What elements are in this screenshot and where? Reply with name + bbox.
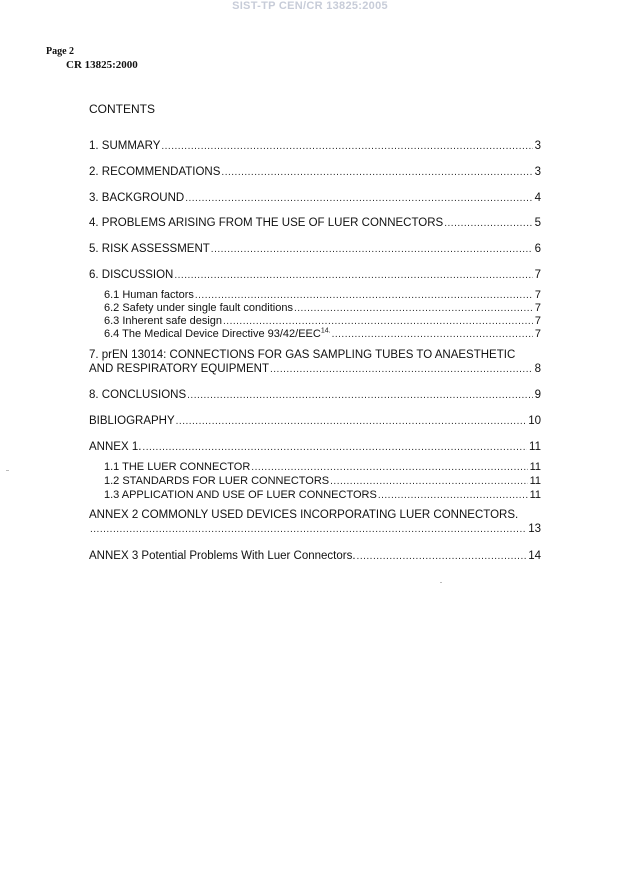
toc-entry-title: 4. PROBLEMS ARISING FROM THE USE OF LUER CONNECTORS: [89, 217, 444, 229]
toc-entry-page: 3: [534, 166, 541, 178]
leader-dots: [332, 328, 533, 342]
toc-entry-background[interactable]: [89, 191, 541, 206]
toc-entry-pren-13014-line1[interactable]: 7. prEN 13014: CONNECTIONS FOR GAS SAMPLING TUBES TO ANAESTHETIC: [89, 349, 516, 361]
toc-entry-annex-2-line1[interactable]: ANNEX 2 COMMONLY USED DEVICES INCORPORATING LUER CONNECTORS.: [89, 509, 519, 521]
toc-entry-title: 6.2 Safety under single fault conditions: [104, 302, 293, 314]
leader-dots: [187, 389, 532, 403]
toc-entry-risk-assessment[interactable]: [89, 242, 541, 257]
page-number: Page 2: [46, 46, 75, 57]
toc-entry-page: 7: [534, 302, 541, 314]
toc-entry-conclusions[interactable]: [89, 388, 541, 403]
scan-speck: [6, 470, 9, 471]
toc-entry-title: BIBLIOGRAPHY: [89, 415, 175, 427]
toc-entry-recommendations[interactable]: [89, 165, 541, 180]
scan-speck: [440, 582, 442, 583]
leader-dots: [444, 217, 532, 231]
leader-dots: [378, 489, 528, 503]
toc-entry-title: ANNEX 1.: [89, 441, 142, 453]
toc-entry-page: 7: [534, 289, 541, 301]
toc-entry-page: 11: [529, 441, 541, 453]
toc-entry-page: 7: [534, 328, 541, 340]
toc-entry-title: 6.3 Inherent safe design: [104, 315, 223, 327]
toc-entry-summary[interactable]: [89, 139, 541, 154]
toc-entry-title: ANNEX 3 Potential Problems With Luer Connectors.: [89, 550, 356, 562]
toc-entry-title: AND RESPIRATORY EQUIPMENT: [89, 363, 269, 375]
leader-dots: [211, 243, 533, 257]
leader-dots: [161, 140, 532, 154]
toc-entry-page: 7: [534, 315, 541, 327]
toc-entry-bibliography[interactable]: [89, 414, 541, 429]
toc-entry-page: 14: [528, 550, 541, 562]
toc-entry-title: 1. SUMMARY: [89, 140, 161, 152]
toc-subentry-luer-connector[interactable]: [104, 460, 541, 475]
leader-dots: [90, 523, 526, 537]
toc-entry-problems[interactable]: [89, 216, 541, 231]
leader-dots: [221, 166, 532, 180]
toc-subentry-application-use[interactable]: [104, 488, 541, 503]
toc-entry-page: 11: [529, 489, 541, 501]
toc-entry-page: 7: [534, 269, 541, 281]
leader-dots: [251, 461, 527, 475]
toc-entry-title: 5. RISK ASSESSMENT: [89, 243, 210, 255]
toc-entry-title: 3. BACKGROUND: [89, 192, 185, 204]
toc-entry-page: 6: [534, 243, 541, 255]
toc-entry-title: 6.1 Human factors: [104, 289, 194, 301]
toc-entry-title: 6.4 The Medical Device Directive $93/42/EEC^{14.}$: [104, 327, 331, 340]
toc-entry-page: 3: [534, 140, 541, 152]
toc-entry-page: 4: [534, 192, 541, 204]
toc-entry-title: 1.3 APPLICATION AND USE OF LUER CONNECTORS: [104, 489, 377, 501]
toc-entry-page: 10: [528, 415, 541, 427]
toc-entry-title: 6. DISCUSSION: [89, 269, 174, 281]
toc-entry-title: 2. RECOMMENDATIONS: [89, 166, 221, 178]
toc-entry-page: 8: [534, 363, 541, 375]
toc-entry-annex-2[interactable]: [89, 522, 541, 537]
toc-entry-page: 11: [529, 461, 541, 473]
watermark: SIST-TP CEN/CR 13825:2005: [232, 0, 388, 12]
toc-entry-annex-1[interactable]: [89, 440, 541, 455]
leader-dots: [142, 441, 527, 455]
toc-entry-discussion[interactable]: [89, 268, 541, 283]
toc-entry-page: 9: [534, 389, 541, 401]
leader-dots: [174, 269, 532, 283]
toc-title: CONTENTS: [89, 102, 155, 116]
leader-dots: [357, 550, 527, 564]
leader-dots: [176, 415, 527, 429]
document-id: CR 13825:2000: [66, 59, 138, 71]
toc-entry-pren-13014[interactable]: [89, 362, 541, 377]
toc-entry-title: 8. CONCLUSIONS: [89, 389, 187, 401]
toc-entry-page: 11: [529, 475, 541, 487]
toc-entry-title: 1.2 STANDARDS FOR LUER CONNECTORS: [104, 475, 330, 487]
toc-entry-page: 13: [528, 523, 541, 535]
toc-subentry-standards[interactable]: [104, 474, 541, 489]
leader-dots: [330, 475, 527, 489]
toc-entry-title: 1.1 THE LUER CONNECTOR: [104, 461, 251, 473]
leader-dots: [185, 192, 532, 206]
footnote-ref: 14.: [320, 327, 331, 335]
toc-entry-page: 5: [534, 217, 541, 229]
toc-entry-annex-3[interactable]: [89, 549, 541, 564]
toc-subentry-medical-device-directive[interactable]: [104, 327, 541, 342]
leader-dots: [270, 363, 533, 377]
